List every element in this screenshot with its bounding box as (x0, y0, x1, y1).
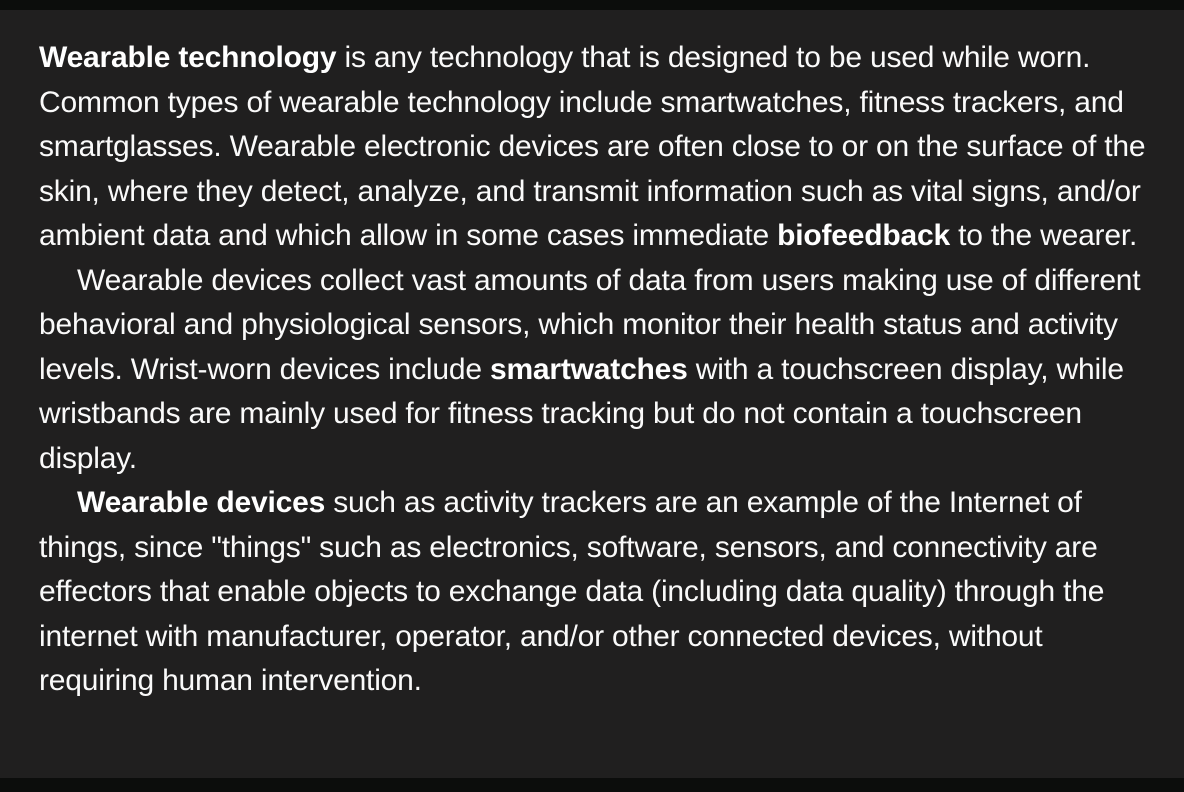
article-text-block (0, 10, 1184, 704)
paragraph-data-collection (39, 259, 1146, 482)
paragraph-intro (39, 36, 1146, 259)
paragraph-internet-of-things-text: such as activity trackers are an example of the Internet of things, since "things" such as electronics, software, sensors, and connectivity are effectors that enable objects to exchange data (including data quality) through the internet with manufacturer, operator, and/or other connected devices, without requiring human intervention. (39, 486, 1105, 697)
paragraph-intro-text: is any technology that is designed to be used while worn. Common types of wearable technology include smartwatches, fitness trackers, and smartglasses. Wearable electronic devices are often close to or on the surface of the skin, where they detect, analyze, and transmit information such as vital signs, and/or ambient data and which allow in some cases immediate (39, 41, 1146, 252)
document-page (0, 10, 1184, 778)
bold-term-wearable-devices: Wearable devices (77, 486, 326, 519)
paragraph-data-collection-text: Wearable devices collect vast amounts of data from users making use of different behavioral and physiological sensors, which monitor their health status and activity levels. Wrist-worn devices include (39, 263, 1141, 386)
paragraph-internet-of-things (39, 481, 1146, 704)
bold-term-wearable-technology: Wearable technology (39, 41, 337, 74)
bold-term-smartwatches: smartwatches (489, 352, 688, 386)
paragraph-data-collection-tail: with a touchscreen display, while wristbands are mainly used for fitness tracking but do not contain a touchscreen display. (39, 352, 1124, 475)
paragraph-intro-tail: to the wearer. (949, 219, 1138, 252)
bold-term-biofeedback: biofeedback (777, 219, 950, 252)
